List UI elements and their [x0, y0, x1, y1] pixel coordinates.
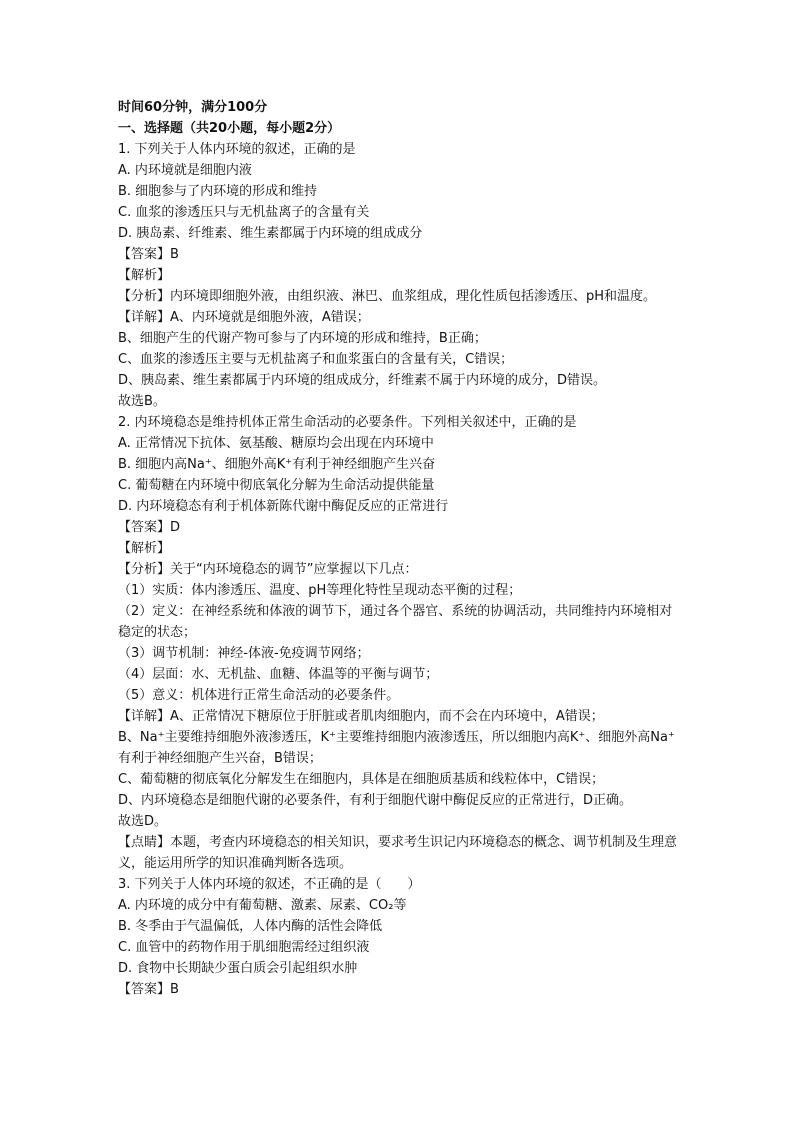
question-stem: 3. 下列关于人体内环境的叙述，不正确的是（ ）: [118, 877, 421, 892]
option-a: A. 内环境的成分中有葡萄糖、激素、尿素、CO₂等: [118, 898, 407, 913]
analysis-line: B、Na⁺主要维持细胞外液渗透压，K⁺主要维持细胞内液渗透压，所以细胞内高K⁺、细胞外高Na⁺有利于神经细胞产生兴奋，B错误；: [118, 730, 675, 766]
option-c: C. 葡萄糖在内环境中彻底氧化分解为生命活动提供能量: [118, 478, 435, 493]
analysis-line: C、血浆的渗透压主要与无机盐离子和血浆蛋白的含量有关，C错误；: [118, 352, 514, 367]
analysis-label: 【解析】: [118, 268, 171, 283]
option-c: C. 血管中的药物作用于肌细胞需经过组织液: [118, 940, 370, 955]
analysis-line: 【详解】A、内环境就是细胞外液，A错误；: [118, 310, 370, 325]
exam-time-info: 时间60分钟，满分100分: [118, 100, 268, 115]
analysis-line: （2）定义：在神经系统和体液的调节下，通过各个器官、系统的协调活动，共同维持内环境相对稳定的状态；: [118, 604, 673, 640]
analysis-line: D、胰岛素、维生素都属于内环境的组成成分，纤维素不属于内环境的成分，D错误。: [118, 373, 607, 388]
section-title: 一、选择题（共20小题，每小题2分）: [118, 121, 341, 136]
question-3: [118, 874, 678, 1000]
analysis-line: 【详解】A、正常情况下糖原位于肝脏或者肌肉细胞内，而不会在内环境中，A错误；: [118, 709, 604, 724]
analysis-line: 故选B。: [118, 394, 166, 409]
analysis-line: （3）调节机制：神经-体液-免疫调节网络；: [118, 646, 370, 661]
option-d: D. 食物中长期缺少蛋白质会引起组织水肿: [118, 961, 358, 976]
analysis-line: 故选D。: [118, 814, 168, 829]
question-2: [118, 412, 678, 874]
option-c: C. 血浆的渗透压只与无机盐离子的含量有关: [118, 205, 370, 220]
analysis-line: B、细胞产生的代谢产物可参与了内环境的形成和维持，B正确；: [118, 331, 487, 346]
analysis-line: 【分析】关于“内环境稳态的调节”应掌握以下几点：: [118, 562, 418, 577]
analysis-line: （1）实质：体内渗透压、温度、pH等理化特性呈现动态平衡的过程；: [118, 583, 522, 598]
option-d: D. 胰岛素、纤维素、维生素都属于内环境的组成成分: [118, 226, 423, 241]
answer: 【答案】B: [118, 247, 179, 262]
option-b: B. 细胞内高Na⁺、细胞外高K⁺有利于神经细胞产生兴奋: [118, 457, 436, 472]
analysis-line: C、葡萄糖的彻底氧化分解发生在细胞内，具体是在细胞质基质和线粒体中，C错误；: [118, 772, 605, 787]
option-a: A. 内环境就是细胞内液: [118, 163, 252, 178]
option-b: B. 细胞参与了内环境的形成和维持: [118, 184, 318, 199]
question-stem: 1. 下列关于人体内环境的叙述，正确的是: [118, 142, 356, 157]
analysis-line: D、内环境稳态是细胞代谢的必要条件，有利于细胞代谢中酶促反应的正常进行，D正确。: [118, 793, 633, 808]
document-page: [118, 97, 678, 1000]
analysis-line: （5）意义：机体进行正常生命活动的必要条件。: [118, 688, 400, 703]
question-1: [118, 139, 678, 412]
answer: 【答案】D: [118, 520, 181, 535]
answer: 【答案】B: [118, 982, 179, 997]
analysis-line: （4）层面：水、无机盐、血糖、体温等的平衡与调节；: [118, 667, 439, 682]
option-a: A. 正常情况下抗体、氨基酸、糖原均会出现在内环境中: [118, 436, 434, 451]
analysis-label: 【解析】: [118, 541, 171, 556]
question-stem: 2. 内环境稳态是维持机体正常生命活动的必要条件。下列相关叙述中，正确的是: [118, 415, 577, 430]
option-b: B. 冬季由于气温偏低，人体内酶的活性会降低: [118, 919, 383, 934]
analysis-line: 【分析】内环境即细胞外液，由组织液、淋巴、血浆组成，理化性质包括渗透压、pH和温度。: [118, 289, 657, 304]
option-d: D. 内环境稳态有利于机体新陈代谢中酶促反应的正常进行: [118, 499, 449, 514]
analysis-line: 【点睛】本题，考查内环境稳态的相关知识，要求考生识记内环境稳态的概念、调节机制及生理意义，能运用所学的知识准确判断各选项。: [118, 835, 678, 871]
